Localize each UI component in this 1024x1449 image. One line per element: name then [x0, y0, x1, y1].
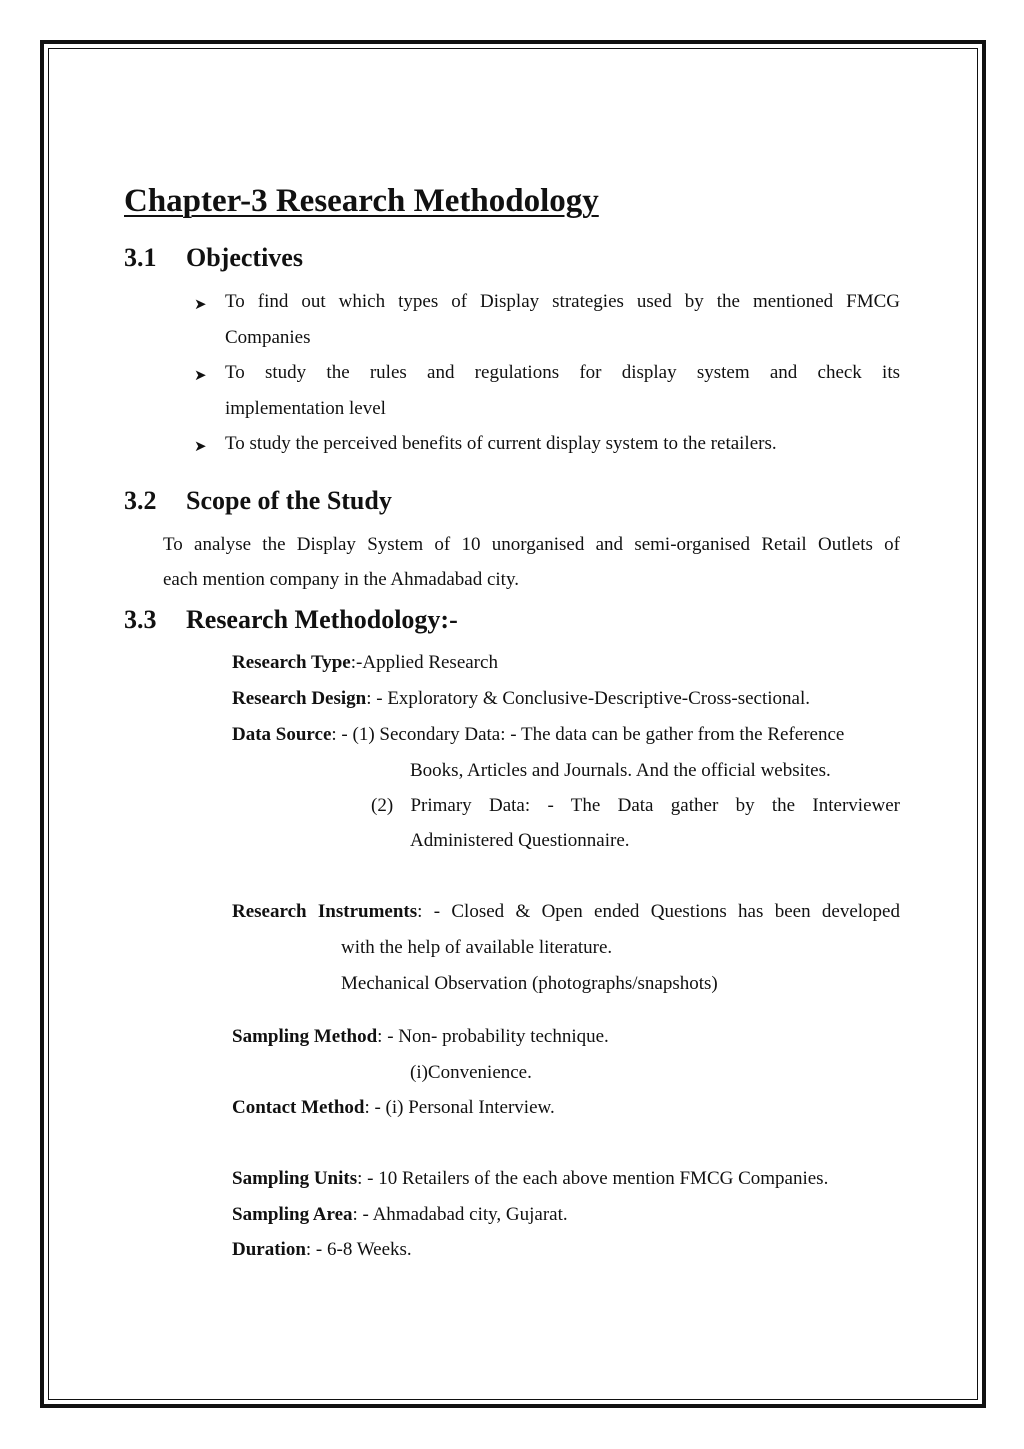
research-instruments-row — [232, 901, 900, 923]
data-source-line2: Books, Articles and Journals. And the official websites. — [410, 760, 831, 781]
section-title-methodology: Research Methodology:- — [186, 605, 458, 634]
sampling-method-line2: (i)Convenience. — [410, 1062, 532, 1083]
research-type-value: :-Applied Research — [350, 652, 498, 673]
data-source-line3: (2) Primary Data: - The Data gather by the Interviewer — [371, 795, 900, 816]
research-design-value: : - Exploratory & Conclusive-Descriptive-Cross-sectional. — [366, 688, 810, 709]
sampling-units-value: : - 10 Retailers of the each above mention FMCG Companies. — [357, 1168, 829, 1189]
contact-method-value: : - (i) Personal Interview. — [364, 1097, 555, 1118]
chapter-title: Chapter-3 Research Methodology — [124, 183, 599, 219]
objective-item-2-line2: implementation level — [225, 398, 386, 419]
contact-method-label: Contact Method — [232, 1097, 365, 1118]
sampling-units-row — [232, 1168, 828, 1190]
section-number-methodology: 3.3 — [124, 605, 157, 634]
contact-method-row — [232, 1097, 555, 1119]
data-source-label: Data Source — [232, 724, 332, 745]
research-instruments-line1: : - Closed & Open ended Questions has been developed — [417, 901, 900, 922]
section-number-scope: 3.2 — [124, 486, 157, 515]
section-title-objectives: Objectives — [186, 243, 303, 272]
objective-item-2-line1: To study the rules and regulations for display system and check its — [225, 362, 900, 383]
scope-text-line1: To analyse the Display System of 10 unorganised and semi-organised Retail Outlets of — [163, 534, 900, 555]
research-type-row — [232, 652, 498, 674]
sampling-method-row — [232, 1026, 609, 1048]
objective-item-1-line1: To find out which types of Display strategies used by the mentioned FMCG — [225, 291, 900, 312]
research-type-label: Research Type — [232, 652, 351, 673]
section-title-scope: Scope of the Study — [186, 486, 392, 515]
objective-item-3-line1: To study the perceived benefits of current display system to the retailers. — [225, 433, 777, 454]
sampling-units-label: Sampling Units — [232, 1168, 358, 1189]
research-design-label: Research Design — [232, 688, 367, 709]
research-instruments-line3: Mechanical Observation (photographs/snapshots) — [341, 973, 718, 994]
sampling-area-value: : - Ahmadabad city, Gujarat. — [352, 1204, 568, 1225]
data-source-row — [232, 724, 844, 746]
scope-text-line2: each mention company in the Ahmadabad city. — [163, 569, 519, 590]
objective-item-1-line2: Companies — [225, 327, 311, 348]
duration-value: : - 6-8 Weeks. — [305, 1239, 412, 1260]
duration-row — [232, 1239, 412, 1261]
sampling-area-row — [232, 1204, 568, 1226]
sampling-area-label: Sampling Area — [232, 1204, 353, 1225]
data-source-line4: Administered Questionnaire. — [410, 830, 630, 851]
sampling-method-label: Sampling Method — [232, 1026, 378, 1047]
data-source-line1: : - (1) Secondary Data: - The data can be gather from the Reference — [331, 724, 845, 745]
research-design-row — [232, 688, 810, 710]
arrow-bullet-icon: ➤ — [194, 439, 207, 455]
section-number-objectives: 3.1 — [124, 243, 157, 272]
sampling-method-value: : - Non- probability technique. — [377, 1026, 609, 1047]
research-instruments-label: Research Instruments — [232, 901, 418, 922]
duration-label: Duration — [232, 1239, 306, 1260]
research-instruments-line2: with the help of available literature. — [341, 937, 613, 958]
arrow-bullet-icon: ➤ — [194, 297, 207, 313]
arrow-bullet-icon: ➤ — [194, 368, 207, 384]
